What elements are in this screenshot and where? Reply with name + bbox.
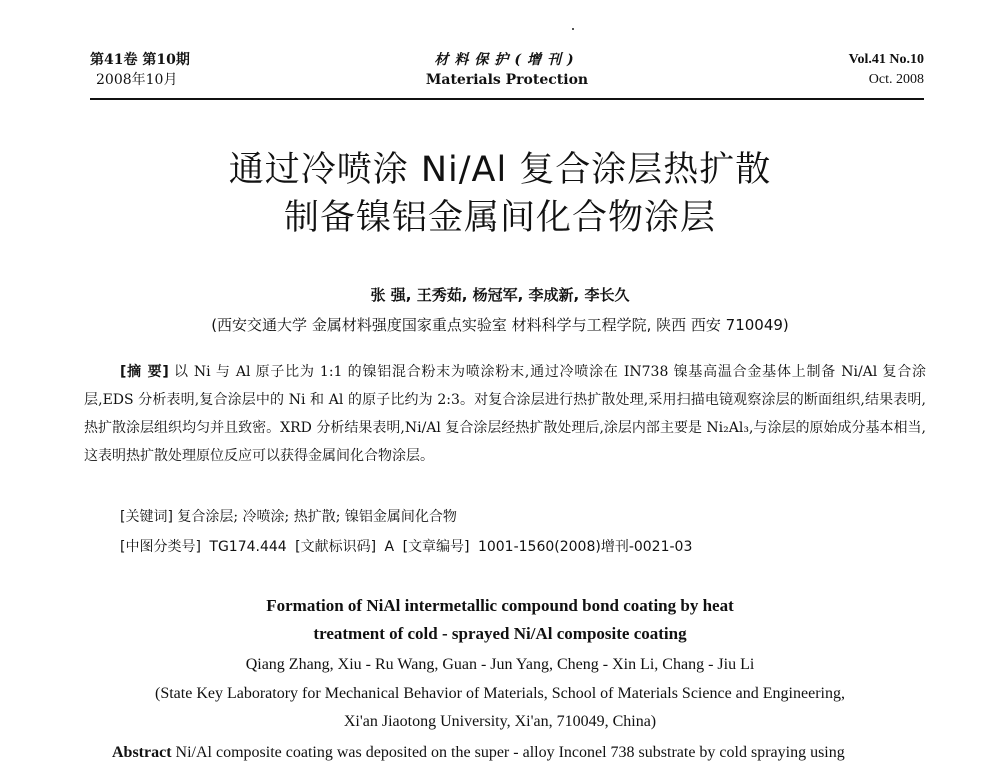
english-affiliation-line-2: Xi'an Jiaotong University, Xi'an, 710049, China) bbox=[343, 713, 657, 730]
header-journal-name bbox=[90, 50, 924, 90]
title-line-2: 制备镍铝金属间化合物涂层 bbox=[283, 198, 716, 238]
header-volume-info bbox=[849, 50, 924, 90]
english-affiliation bbox=[0, 680, 1000, 736]
clc-value: TG174.444 bbox=[209, 539, 287, 555]
journal-name-en: Materials Protection bbox=[425, 72, 589, 88]
title-line-1: 通过冷喷涂 Ni/Al 复合涂层热扩散 bbox=[228, 150, 772, 190]
abstract-label: [摘 要] bbox=[120, 364, 169, 380]
journal-header bbox=[90, 50, 924, 100]
affiliation: (西安交通大学 金属材料强度国家重点实验室 材料科学与工程学院, 陕西 西安 710049) bbox=[211, 316, 789, 334]
abstract-text: 以 Ni 与 Al 原子比为 1:1 的镍铝混合粉末为喷涂粉末,通过冷喷涂在 IN738 镍基高温合金基体上制备 Ni/Al 复合涂层,EDS 分析表明,复合涂层中的 Ni 和 Al 的原子比约为 2:3。对复合涂层进行热扩散处理,采用扫描电镜观察涂层的断面组织,结果表明,热扩散涂层组织均匀并且致密。XRD 分析结果表明,Ni/Al 复合涂层经热扩散处理后,涂层内部主要是 Ni₂Al₃,与涂层的原始成分基本相当,这表明热扩散处理原位反应可以获得金属间化合物涂层。 bbox=[84, 364, 926, 464]
header-volume-issue: 第41卷 第10期 bbox=[90, 52, 190, 68]
doc-code-value: A bbox=[384, 539, 395, 555]
english-abstract bbox=[112, 742, 932, 764]
header-date-en: Oct. 2008 bbox=[868, 72, 924, 87]
keywords-text: 复合涂层; 冷喷涂; 热扩散; 镍铝金属间化合物 bbox=[177, 509, 457, 525]
english-authors: Qiang Zhang, Xiu - Ru Wang, Guan - Jun Yang, Cheng - Xin Li, Chang - Jiu Li bbox=[245, 656, 755, 673]
authors: 张 强, 王秀茹, 杨冠军, 李成新, 李长久 bbox=[370, 286, 630, 304]
clc-label: [中图分类号] bbox=[120, 539, 201, 555]
english-affiliation-line-1: (State Key Laboratory for Mechanical Behavior of Materials, School of Materials Science and Engineering, bbox=[155, 685, 845, 702]
keywords-label: [关键词] bbox=[120, 509, 173, 525]
keywords bbox=[120, 504, 457, 530]
english-title-line-1: Formation of NiAl intermetallic compound bond coating by heat bbox=[266, 596, 734, 615]
abstract-cn bbox=[84, 358, 926, 470]
header-date-cn: 2008年10月 bbox=[96, 72, 178, 88]
english-title-line-2: treatment of cold - sprayed Ni/Al composite coating bbox=[313, 624, 687, 643]
article-number-value: 1001-1560(2008)增刊-0021-03 bbox=[477, 539, 693, 555]
english-abstract-label: Abstract bbox=[112, 744, 172, 761]
english-abstract-text: Ni/Al composite coating was deposited on the super - alloy Inconel 738 substrate by cold spraying using bbox=[175, 744, 845, 761]
page-speck bbox=[572, 28, 574, 30]
english-title bbox=[0, 592, 1000, 648]
journal-name-cn: 材料保护(增刊) bbox=[434, 52, 580, 68]
header-vol-no: Vol.41 No.10 bbox=[848, 52, 924, 67]
doc-code-label: [文献标识码] bbox=[295, 539, 377, 555]
classification-line bbox=[120, 534, 696, 560]
paper-title bbox=[0, 146, 1000, 242]
article-number-label: [文章编号] bbox=[402, 539, 470, 555]
